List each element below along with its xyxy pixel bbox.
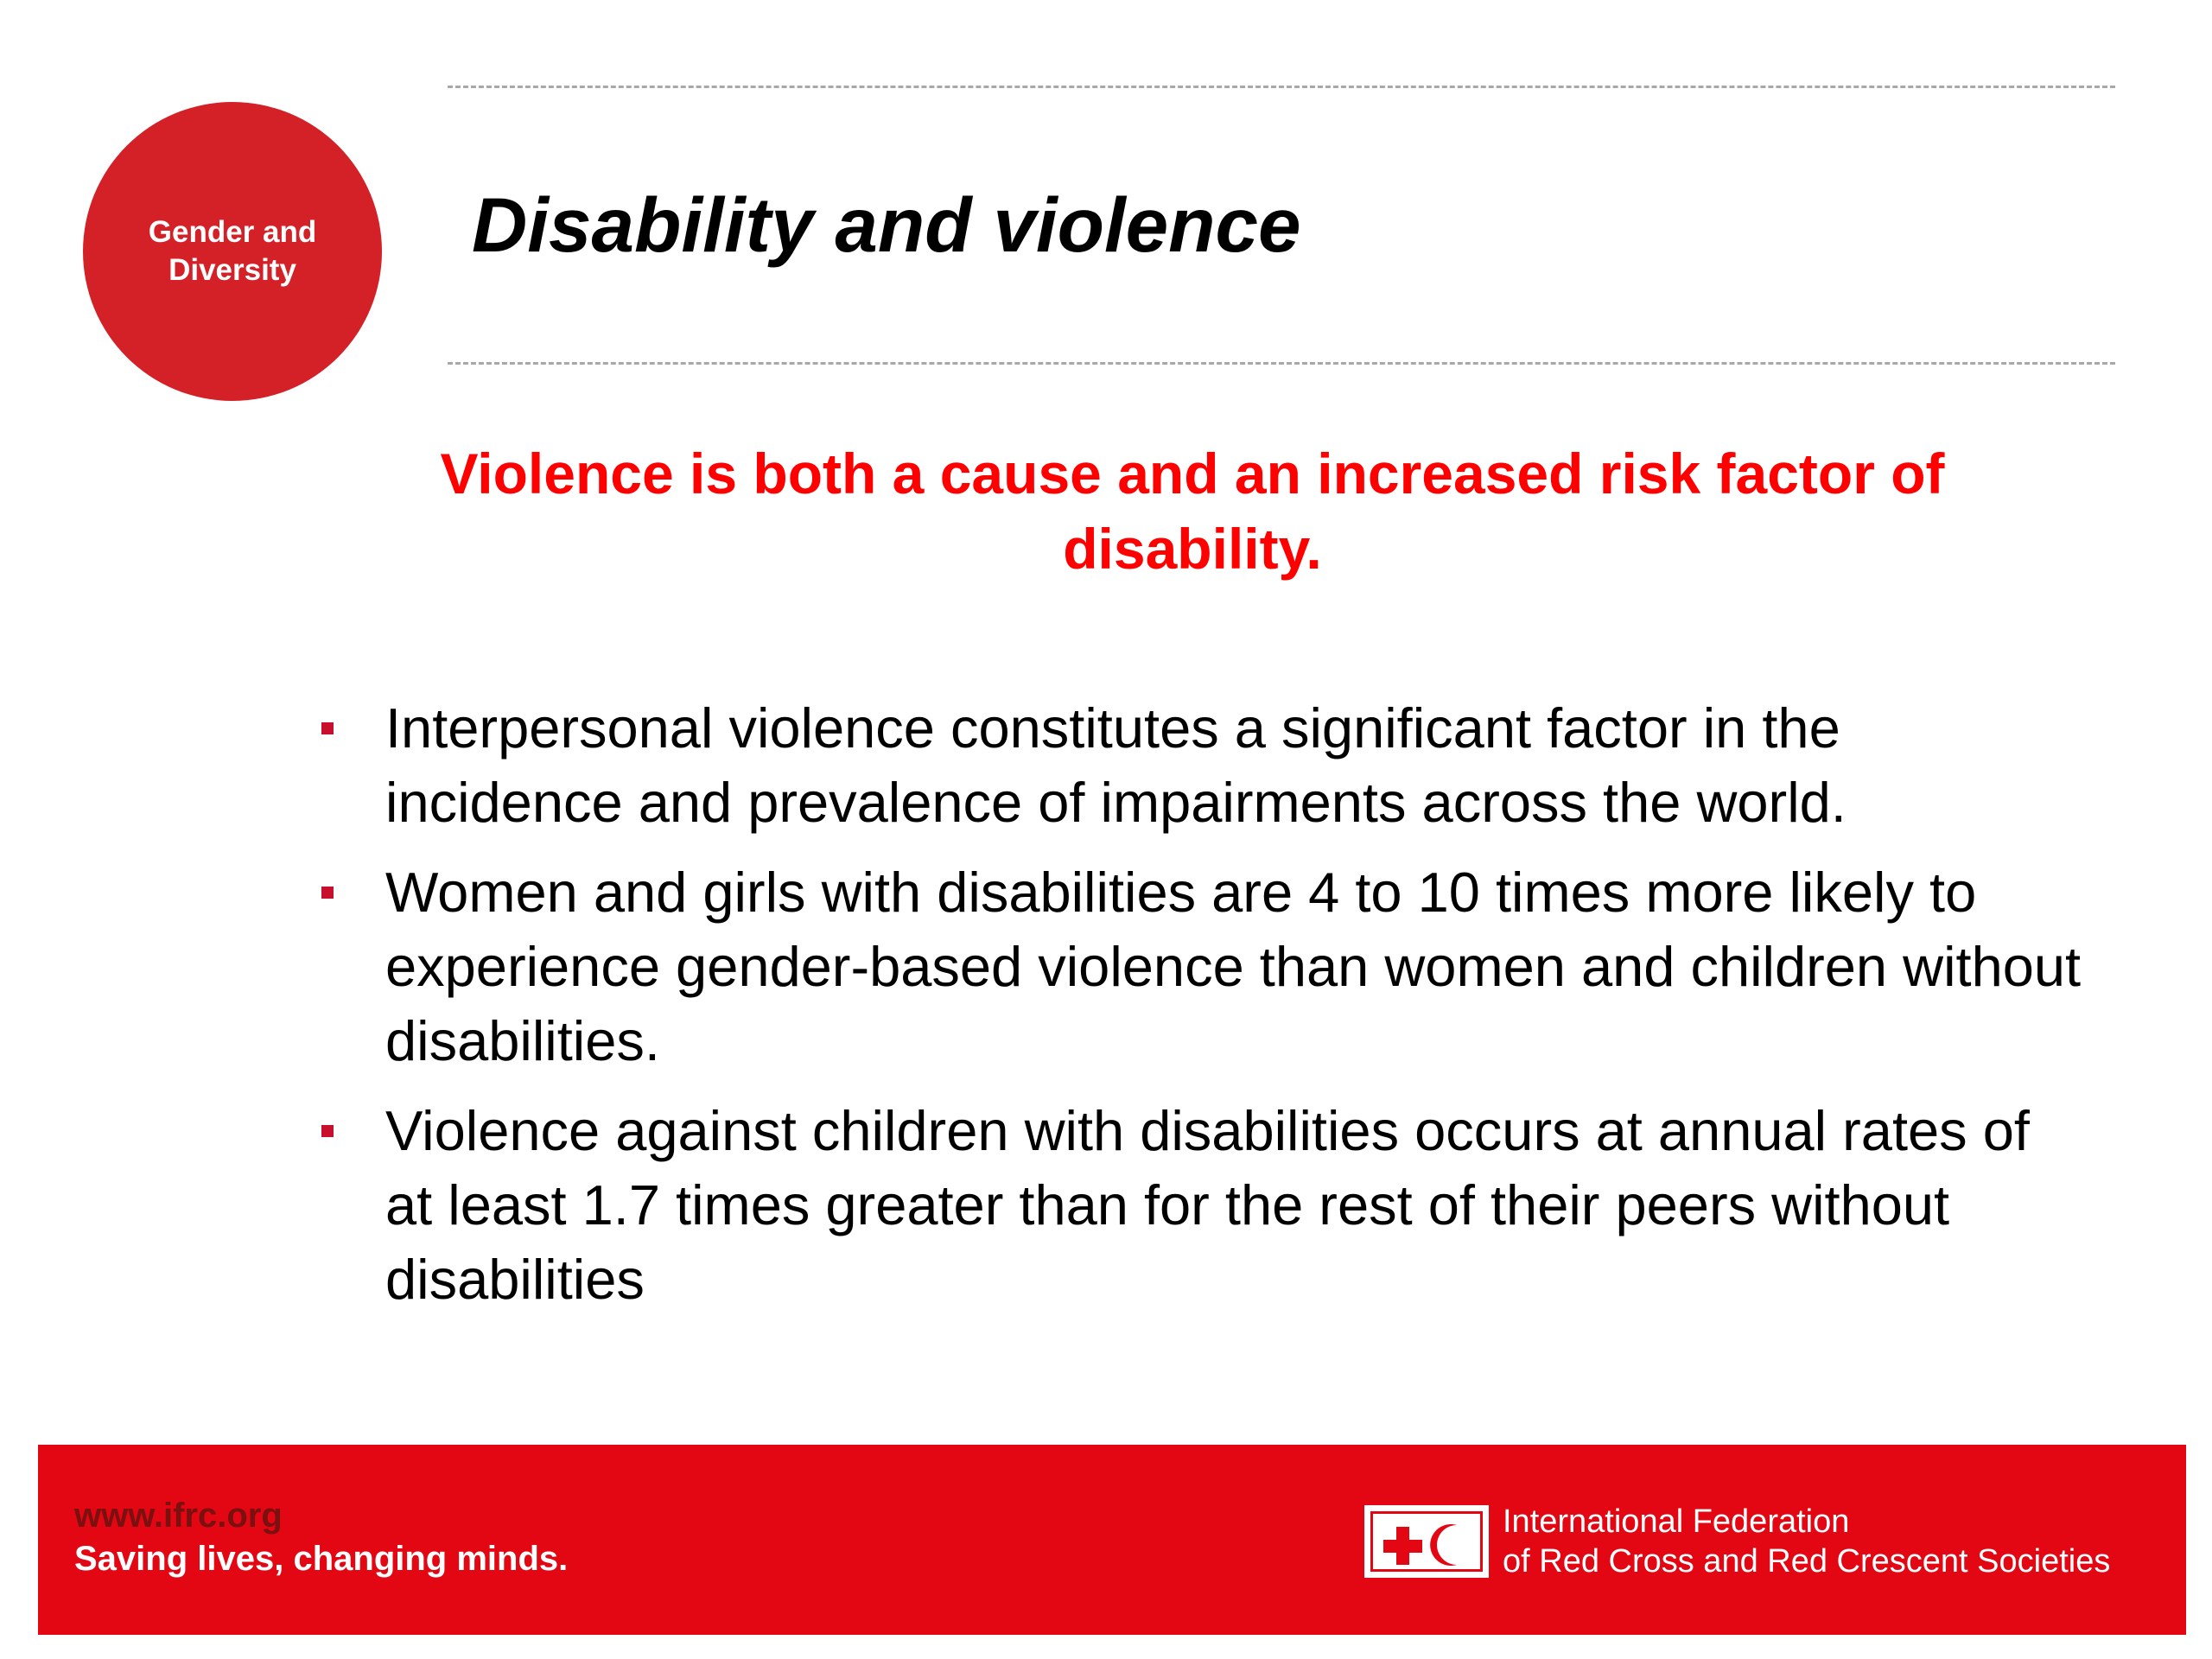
org-name-line2: of Red Cross and Red Crescent Societies: [1503, 1543, 2111, 1580]
footer-url: www.ifrc.org: [74, 1497, 283, 1535]
bullet-text: Violence against children with disabilities occurs at annual rates of at least 1.7 times greater than for the rest of their peers without disabilities: [385, 1099, 2030, 1311]
bullet-text: Women and girls with disabilities are 4 to 10 times more likely to experience gender-based violence than women and children without disabilities.: [385, 861, 2082, 1072]
bullet-item: [320, 855, 2082, 1078]
slide-title: Disability and violence: [472, 181, 1301, 268]
org-name-line1: International Federation: [1503, 1503, 1850, 1540]
bullet-list: [320, 691, 2082, 1332]
footer-bar: [38, 1445, 2186, 1635]
bullet-marker-icon: [321, 887, 334, 899]
bullet-text: Interpersonal violence constitutes a significant factor in the incidence and prevalence of impairments across the world.: [385, 696, 1847, 834]
slide-subtitle: Violence is both a cause and an increased risk factor of disability.: [440, 442, 1945, 581]
bullet-marker-icon: [321, 1125, 334, 1137]
section-badge: [83, 102, 382, 401]
bullet-item: [320, 1094, 2082, 1317]
cross-crescent-emblem-icon: [1367, 1508, 1491, 1580]
bottom-divider: [448, 362, 2115, 365]
organization-name: [1503, 1502, 2110, 1581]
bullet-marker-icon: [321, 722, 334, 734]
footer-slogan: Saving lives, changing minds.: [74, 1540, 569, 1578]
top-divider: [448, 86, 2115, 88]
red-cross-crescent-logo-icon: [1364, 1505, 1489, 1578]
badge-label: Gender and Diversity: [148, 215, 317, 287]
bullet-item: [320, 691, 2082, 840]
